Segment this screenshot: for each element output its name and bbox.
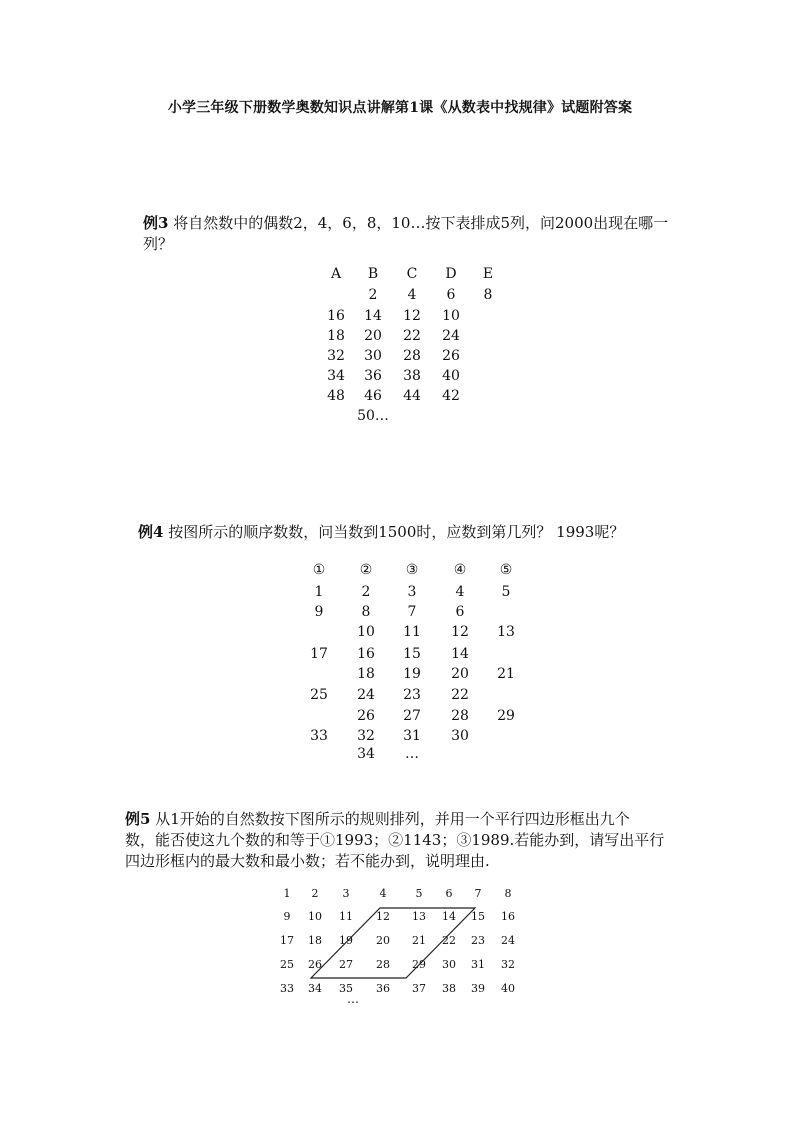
table-cell: 48: [327, 388, 345, 404]
table-cell: 33: [310, 728, 328, 744]
table-cell: 38: [403, 368, 421, 384]
table-cell: 40: [501, 982, 515, 995]
table-cell: 4: [455, 584, 465, 600]
table-cell: 2: [368, 287, 378, 303]
table-cell: ④: [453, 562, 467, 578]
table-cell: 10: [442, 308, 460, 324]
table-cell: C: [406, 266, 418, 282]
grid-ellipsis: …: [347, 992, 359, 1006]
table-cell: 26: [442, 348, 460, 364]
table-cell: 2: [361, 584, 371, 600]
table-cell: 12: [451, 624, 469, 640]
table-cell: ②: [359, 562, 373, 578]
table-cell: 31: [403, 728, 421, 744]
table-cell: 27: [403, 708, 421, 724]
table-cell: 10: [308, 910, 322, 923]
table-cell: ③: [405, 562, 419, 578]
table-cell: 24: [357, 687, 375, 703]
table-cell: B: [367, 266, 379, 282]
table-cell: 6: [455, 604, 465, 620]
example4-label: 例4: [138, 523, 164, 541]
parallelogram-outline: [311, 908, 475, 978]
table-cell: 36: [376, 982, 390, 995]
table-cell: 28: [376, 958, 390, 971]
table-cell: 28: [403, 348, 421, 364]
table-cell: 12: [376, 910, 390, 923]
table-cell: 44: [403, 388, 421, 404]
table-cell: 6: [445, 887, 453, 900]
table-cell: 8: [483, 287, 493, 303]
table-cell: 26: [308, 958, 322, 971]
table-cell: 4: [407, 287, 417, 303]
table-cell: 8: [361, 604, 371, 620]
table-cell: 7: [474, 887, 482, 900]
table-cell: 10: [357, 624, 375, 640]
table-cell: 33: [280, 982, 294, 995]
table-cell: 34: [357, 746, 375, 762]
table-cell: D: [445, 266, 457, 282]
table-cell: 3: [342, 887, 350, 900]
table-cell: 28: [451, 708, 469, 724]
example5-text-line1: 从1开始的自然数按下图所示的规则排列，并用一个平行四边形框出九个: [150, 810, 630, 828]
table-cell: 24: [501, 934, 515, 947]
table-cell: 25: [280, 958, 294, 971]
table-cell: 23: [471, 934, 485, 947]
table-cell: 18: [357, 666, 375, 682]
table-cell: 26: [357, 708, 375, 724]
table-cell: 20: [376, 934, 390, 947]
table-cell: 30: [364, 348, 382, 364]
table-cell: ①: [312, 562, 326, 578]
table-cell: 4: [379, 887, 387, 900]
table-cell: 39: [471, 982, 485, 995]
table-cell: 22: [442, 934, 456, 947]
table-cell: 12: [403, 308, 421, 324]
table-cell: 14: [451, 646, 469, 662]
table-cell: 7: [407, 604, 417, 620]
table-cell: 46: [364, 388, 382, 404]
example5-text-line2: 数，能否使这九个数的和等于①1993；②1143；③1989.若能办到，请写出平行: [125, 831, 665, 849]
table-cell: 18: [327, 328, 345, 344]
table-cell: 16: [327, 308, 345, 324]
table-cell: 34: [308, 982, 322, 995]
table-cell: 13: [497, 624, 515, 640]
table-cell: 17: [280, 934, 294, 947]
table-cell: 3: [407, 584, 417, 600]
table-cell: 29: [497, 708, 515, 724]
table-cell: 34: [327, 368, 345, 384]
table-cell: 32: [357, 728, 375, 744]
table-cell: 31: [471, 958, 485, 971]
table-cell: ⑤: [499, 562, 513, 578]
table-cell: 36: [364, 368, 382, 384]
table-cell: 22: [403, 328, 421, 344]
table-cell: …: [405, 746, 419, 762]
table-cell: E: [482, 266, 494, 282]
table-cell: 50…: [357, 408, 389, 424]
table-cell: A: [330, 266, 342, 282]
example5-text-line3: 四边形框内的最大数和最小数；若不能办到，说明理由.: [125, 852, 490, 870]
table-cell: 37: [412, 982, 426, 995]
table-cell: 25: [310, 687, 328, 703]
table-cell: 40: [442, 368, 460, 384]
table-cell: 38: [442, 982, 456, 995]
example3-text-line1: 将自然数中的偶数2，4，6，8，10…按下表排成5列，问2000出现在哪一: [168, 214, 669, 232]
table-cell: 18: [308, 934, 322, 947]
table-cell: 35: [339, 982, 353, 995]
table-cell: 15: [403, 646, 421, 662]
table-cell: 2: [311, 887, 319, 900]
table-cell: 16: [501, 910, 515, 923]
table-cell: 20: [451, 666, 469, 682]
table-cell: 23: [403, 687, 421, 703]
table-cell: 21: [412, 934, 426, 947]
example4-text: 按图所示的顺序数数，问当数到1500时，应数到第几列？ 1993呢？: [163, 523, 625, 541]
table-cell: 21: [497, 666, 515, 682]
table-cell: 1: [283, 887, 291, 900]
table-cell: 19: [403, 666, 421, 682]
table-cell: 19: [339, 934, 353, 947]
table-cell: 11: [403, 624, 421, 640]
table-cell: 9: [314, 604, 324, 620]
table-cell: 24: [442, 328, 460, 344]
table-cell: 16: [357, 646, 375, 662]
table-cell: 15: [471, 910, 485, 923]
table-cell: 42: [442, 388, 460, 404]
table-cell: 5: [415, 887, 423, 900]
page-title: 小学三年级下册数学奥数知识点讲解第1课《从数表中找规律》试题附答案: [167, 100, 633, 116]
table-cell: 5: [501, 584, 511, 600]
table-cell: 20: [364, 328, 382, 344]
table-cell: 17: [310, 646, 328, 662]
example3-label: 例3: [143, 214, 169, 232]
table-cell: 14: [364, 308, 382, 324]
table-cell: 1: [314, 584, 324, 600]
table-cell: 14: [442, 910, 456, 923]
table-cell: 11: [339, 910, 353, 923]
table-cell: 29: [412, 958, 426, 971]
table-cell: 13: [412, 910, 426, 923]
table-cell: 27: [339, 958, 353, 971]
table-cell: 30: [442, 958, 456, 971]
table-cell: 8: [504, 887, 512, 900]
table-cell: 6: [446, 287, 456, 303]
table-cell: 9: [283, 910, 291, 923]
table-cell: 22: [451, 687, 469, 703]
table-cell: 30: [451, 728, 469, 744]
table-cell: 32: [501, 958, 515, 971]
example3-text-line2: 列？: [143, 235, 174, 253]
example5-label: 例5: [125, 810, 151, 828]
table-cell: 32: [327, 348, 345, 364]
